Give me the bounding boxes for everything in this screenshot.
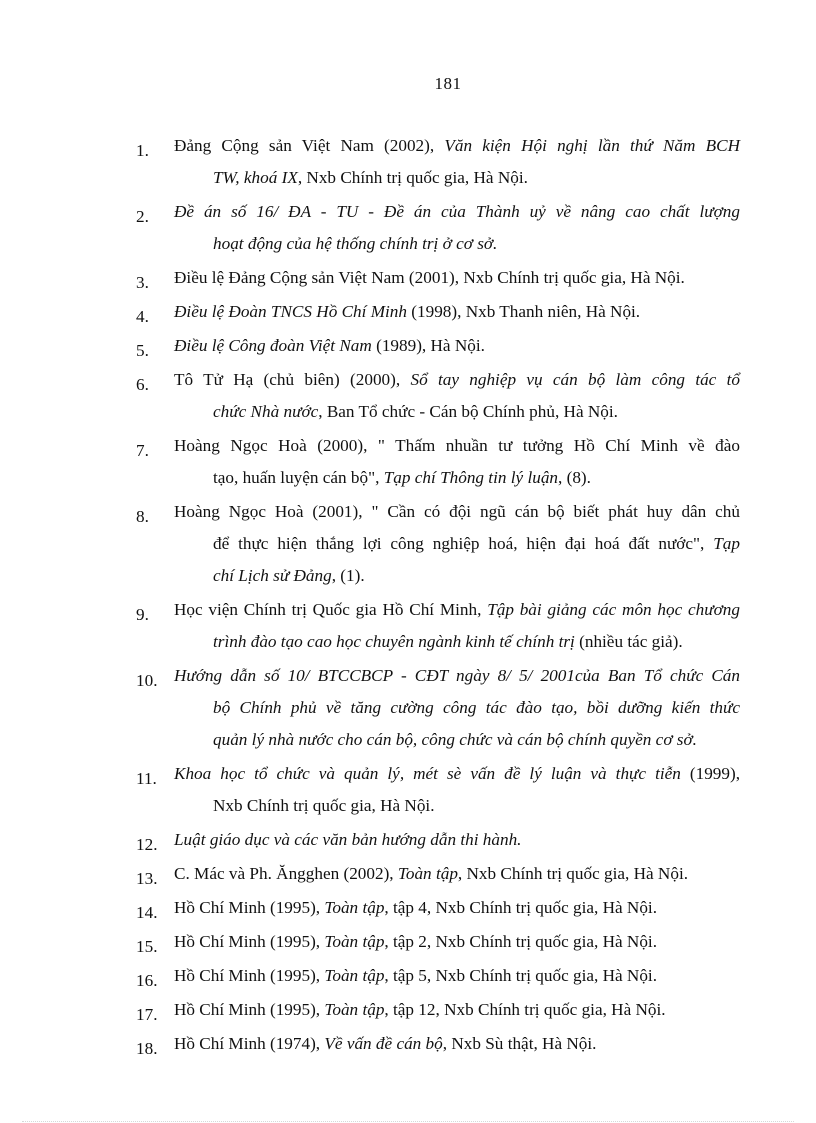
- reference-text: [174, 892, 740, 924]
- reference-title-segment: Đề án số 16/ ĐA - TU - Đề án của Thành uỷ về nâng cao chất lượng: [174, 202, 740, 221]
- reference-text: [174, 660, 740, 756]
- reference-number: 13.: [136, 869, 158, 888]
- reference-title-segment: Điều lệ Công đoàn Việt Nam: [174, 336, 372, 355]
- reference-title-segment: Tạp: [713, 534, 740, 553]
- reference-segment: Hồ Chí Minh (1995),: [174, 1000, 325, 1019]
- reference-segment: (nhiều tác giả).: [574, 632, 683, 651]
- reference-text: [174, 330, 740, 362]
- reference-line: [174, 594, 740, 626]
- reference-line: [174, 228, 740, 260]
- reference-line: [174, 330, 740, 362]
- reference-number: 14.: [136, 903, 158, 922]
- reference-item: [0, 926, 816, 958]
- reference-segment: Hồ Chí Minh (1995),: [174, 898, 325, 917]
- reference-line: [174, 560, 740, 592]
- page-number: 181: [434, 74, 462, 93]
- reference-text: [174, 960, 740, 992]
- reference-segment: Tô Tử Hạ (chủ biên) (2000),: [174, 370, 411, 389]
- reference-line: [174, 994, 740, 1026]
- reference-line: [174, 296, 740, 328]
- reference-item: [0, 364, 816, 428]
- reference-text: [174, 262, 740, 294]
- reference-number: 17.: [136, 1005, 158, 1024]
- reference-text: [174, 364, 740, 428]
- reference-number: 3.: [136, 273, 149, 292]
- reference-segment: , tập 5, Nxb Chính trị quốc gia, Hà Nội.: [384, 966, 657, 985]
- page-bottom-divider: [22, 1121, 794, 1122]
- reference-line: [174, 396, 740, 428]
- reference-item: [0, 594, 816, 658]
- reference-text: [174, 858, 740, 890]
- reference-title-segment: Tạp chí Thông tin lý luận: [383, 468, 559, 487]
- reference-item: [0, 824, 816, 856]
- reference-line: [174, 626, 740, 658]
- reference-title-segment: Điều lệ Đoàn TNCS Hồ Chí Minh: [174, 302, 407, 321]
- reference-number: 6.: [136, 375, 149, 394]
- reference-title-segment: Toàn tập: [324, 898, 385, 917]
- reference-segment: tạo, huấn luyện cán bộ",: [213, 468, 384, 487]
- reference-line: [174, 926, 740, 958]
- reference-line: [174, 858, 740, 890]
- reference-title-segment: bộ Chính phủ về tăng cường công tác đào tạo, bồi dưỡng kiến thức: [213, 698, 740, 717]
- reference-title-segment: Hướng dẫn số 10/ BTCCBCP - CĐT ngày 8/ 5/ 2001của Ban Tổ chức Cán: [174, 666, 740, 685]
- reference-number: 9.: [136, 605, 149, 624]
- reference-title-segment: Toàn tập: [397, 864, 458, 883]
- reference-title-segment: Khoa học tổ chức và quản lý, mét sè vấn đề lý luận và thực tiễn: [174, 764, 681, 783]
- reference-line: [174, 430, 740, 462]
- reference-segment: Nxb Chính trị quốc gia, Hà Nội.: [213, 796, 435, 815]
- reference-segment: Hoàng Ngọc Hoà (2001), " Cần có đội ngũ cán bộ biết phát huy dân chủ: [174, 502, 740, 521]
- reference-line: [174, 960, 740, 992]
- reference-item: [0, 330, 816, 362]
- reference-number: 7.: [136, 441, 149, 460]
- reference-segment: C. Mác và Ph. Ăngghen (2002),: [174, 864, 398, 883]
- reference-line: [174, 724, 740, 756]
- reference-item: [0, 296, 816, 328]
- reference-text: [174, 1028, 740, 1060]
- reference-line: [174, 692, 740, 724]
- reference-segment: , tập 4, Nxb Chính trị quốc gia, Hà Nội.: [384, 898, 657, 917]
- reference-item: [0, 660, 816, 756]
- reference-item: [0, 994, 816, 1026]
- reference-item: [0, 130, 816, 194]
- reference-number: 16.: [136, 971, 158, 990]
- reference-title-segment: TW, khoá IX: [213, 168, 298, 187]
- reference-title-segment: Sổ tay nghiệp vụ cán bộ làm công tác tổ: [410, 370, 740, 389]
- reference-segment: Đảng Cộng sản Việt Nam (2002),: [174, 136, 445, 155]
- reference-item: [0, 758, 816, 822]
- reference-text: [174, 758, 740, 822]
- reference-text: [174, 130, 740, 194]
- reference-segment: , Nxb Sù thật, Hà Nội.: [442, 1034, 597, 1053]
- reference-title-segment: Tập bài giảng các môn học chương: [487, 600, 740, 619]
- reference-line: [174, 262, 740, 294]
- reference-item: [0, 262, 816, 294]
- reference-text: [174, 824, 740, 856]
- reference-segment: Hoàng Ngọc Hoà (2000), " Thấm nhuần tư tưởng Hồ Chí Minh về đào: [174, 436, 740, 455]
- reference-segment: để thực hiện thắng lợi công nghiệp hoá, hiện đại hoá đất nước",: [213, 534, 714, 553]
- reference-title-segment: Luật giáo dục và các văn bản hướng dẫn thi hành.: [174, 830, 522, 849]
- reference-segment: (1998), Nxb Thanh niên, Hà Nội.: [407, 302, 641, 321]
- reference-title-segment: Toàn tập: [324, 932, 385, 951]
- reference-segment: , tập 12, Nxb Chính trị quốc gia, Hà Nội.: [384, 1000, 666, 1019]
- reference-text: [174, 994, 740, 1026]
- reference-number: 5.: [136, 341, 149, 360]
- reference-line: [174, 462, 740, 494]
- reference-line: [174, 824, 740, 856]
- reference-number: 12.: [136, 835, 158, 854]
- reference-title-segment: trình đào tạo cao học chuyên ngành kinh tế chính trị: [213, 632, 575, 651]
- reference-number: 2.: [136, 207, 149, 226]
- reference-line: [174, 196, 740, 228]
- reference-title-segment: chức Nhà nước: [213, 402, 319, 421]
- reference-title-segment: chí Lịch sử Đảng: [213, 566, 332, 585]
- reference-line: [174, 364, 740, 396]
- reference-segment: (1999),: [680, 764, 741, 783]
- reference-line: [174, 790, 740, 822]
- reference-segment: , (8).: [558, 468, 591, 487]
- reference-segment: Điều lệ Đảng Cộng sản Việt Nam (2001), Nxb Chính trị quốc gia, Hà Nội.: [174, 268, 685, 287]
- reference-number: 10.: [136, 671, 158, 690]
- reference-number: 8.: [136, 507, 149, 526]
- reference-number: 11.: [136, 769, 157, 788]
- reference-title-segment: Toàn tập: [324, 966, 385, 985]
- reference-segment: , (1).: [331, 566, 365, 585]
- reference-segment: Hồ Chí Minh (1995),: [174, 932, 325, 951]
- reference-list: [0, 130, 816, 1062]
- reference-segment: , Nxb Chính trị quốc gia, Hà Nội.: [457, 864, 689, 883]
- reference-item: [0, 892, 816, 924]
- reference-item: [0, 196, 816, 260]
- reference-title-segment: hoạt động của hệ thống chính trị ở cơ sở.: [213, 234, 498, 253]
- reference-line: [174, 1028, 740, 1060]
- reference-segment: Học viện Chính trị Quốc gia Hồ Chí Minh,: [174, 600, 488, 619]
- reference-line: [174, 892, 740, 924]
- reference-line: [174, 758, 740, 790]
- reference-text: [174, 496, 740, 592]
- reference-item: [0, 1028, 816, 1060]
- reference-item: [0, 960, 816, 992]
- reference-text: [174, 926, 740, 958]
- reference-line: [174, 162, 740, 194]
- reference-segment: Hồ Chí Minh (1974),: [174, 1034, 325, 1053]
- reference-number: 1.: [136, 141, 149, 160]
- reference-segment: (1989), Hà Nội.: [371, 336, 485, 355]
- reference-line: [174, 130, 740, 162]
- reference-item: [0, 496, 816, 592]
- reference-text: [174, 296, 740, 328]
- reference-title-segment: quản lý nhà nước cho cán bộ, công chức và cán bộ chính quyền cơ sở.: [213, 730, 697, 749]
- reference-text: [174, 430, 740, 494]
- reference-line: [174, 496, 740, 528]
- reference-text: [174, 196, 740, 260]
- reference-line: [174, 660, 740, 692]
- reference-segment: , Nxb Chính trị quốc gia, Hà Nội.: [297, 168, 528, 187]
- reference-title-segment: Về vấn đề cán bộ: [324, 1034, 443, 1053]
- reference-number: 4.: [136, 307, 149, 326]
- reference-segment: , Ban Tổ chức - Cán bộ Chính phủ, Hà Nội.: [318, 402, 618, 421]
- reference-line: [174, 528, 740, 560]
- reference-number: 15.: [136, 937, 158, 956]
- reference-item: [0, 430, 816, 494]
- reference-text: [174, 594, 740, 658]
- reference-number: 18.: [136, 1039, 158, 1058]
- reference-item: [0, 858, 816, 890]
- reference-segment: , tập 2, Nxb Chính trị quốc gia, Hà Nội.: [384, 932, 657, 951]
- reference-title-segment: Toàn tập: [324, 1000, 385, 1019]
- reference-title-segment: Văn kiện Hội nghị lần thứ Năm BCH: [444, 136, 740, 155]
- reference-segment: Hồ Chí Minh (1995),: [174, 966, 325, 985]
